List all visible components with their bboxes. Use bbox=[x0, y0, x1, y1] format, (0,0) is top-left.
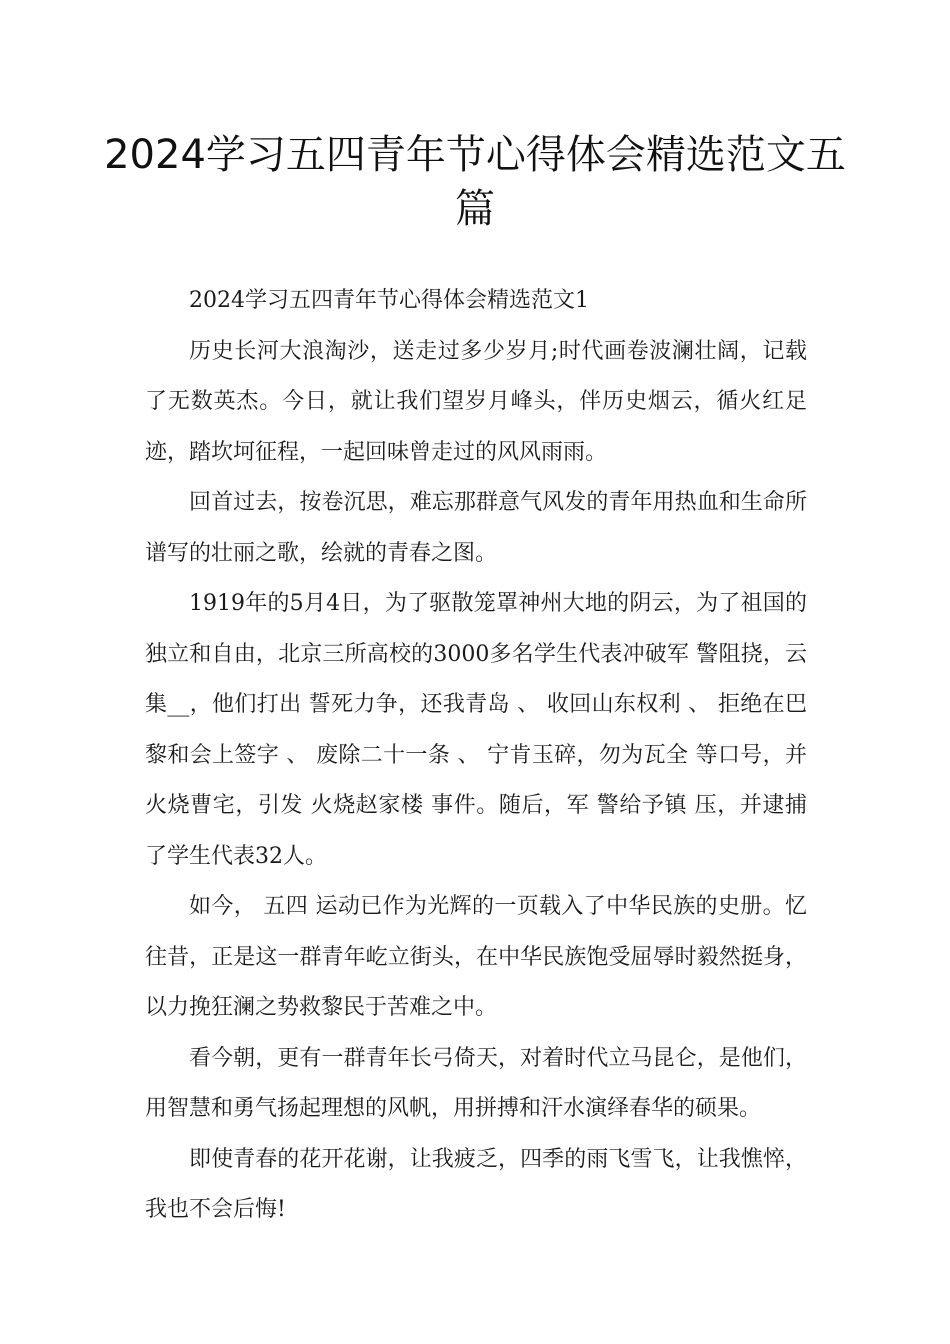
paragraph: 如今， 五四 运动已作为光辉的一页载入了中华民族的史册。忆往昔，正是这一群青年屹立街头，在中华民族饱受屈辱时毅然挺身，以力挽狂澜之势救黎民于苦难之中。 bbox=[145, 894, 807, 1020]
paragraph: 1919年的5月4日，为了驱散笼罩神州大地的阴云，为了祖国的独立和自由，北京三所高校的3000多名学生代表冲破军 警阻挠，云集__，他们打出 誓死力争，还我青岛 、 收回山东权利 、 拒绝在巴黎和会上签字 、 废除二十一条 、 宁肯玉碎，勿为瓦全 等口号，并火烧曹宅，引发 火烧赵家楼 事件。随后，军 警给予镇 压，并逮捕了学生代表32人。 bbox=[145, 591, 807, 869]
section-heading: 2024学习五四青年节心得体会精选范文1 bbox=[189, 288, 589, 313]
paragraph: 回首过去，按卷沉思，难忘那群意气风发的青年用热血和生命所谱写的壮丽之歌，绘就的青春之图。 bbox=[145, 490, 807, 566]
paragraph: 即使青春的花开花谢，让我疲乏，四季的雨飞雪飞，让我憔悴，我也不会后悔! bbox=[145, 1146, 807, 1222]
paragraph: 看今朝，更有一群青年长弓倚天，对着时代立马昆仑，是他们，用智慧和勇气扬起理想的风帆，用拼搏和汗水演绎春华的硕果。 bbox=[145, 1045, 807, 1121]
paragraph: 历史长河大浪淘沙，送走过多少岁月;时代画卷波澜壮阔，记载了无数英杰。今日，就让我们望岁月峰头，伴历史烟云，循火红足迹，踏坎坷征程，一起回味曾走过的风风雨雨。 bbox=[145, 338, 807, 465]
document-body bbox=[145, 276, 807, 1236]
document-title: 2024学习五四青年节心得体会精选范文五篇 bbox=[104, 132, 846, 232]
